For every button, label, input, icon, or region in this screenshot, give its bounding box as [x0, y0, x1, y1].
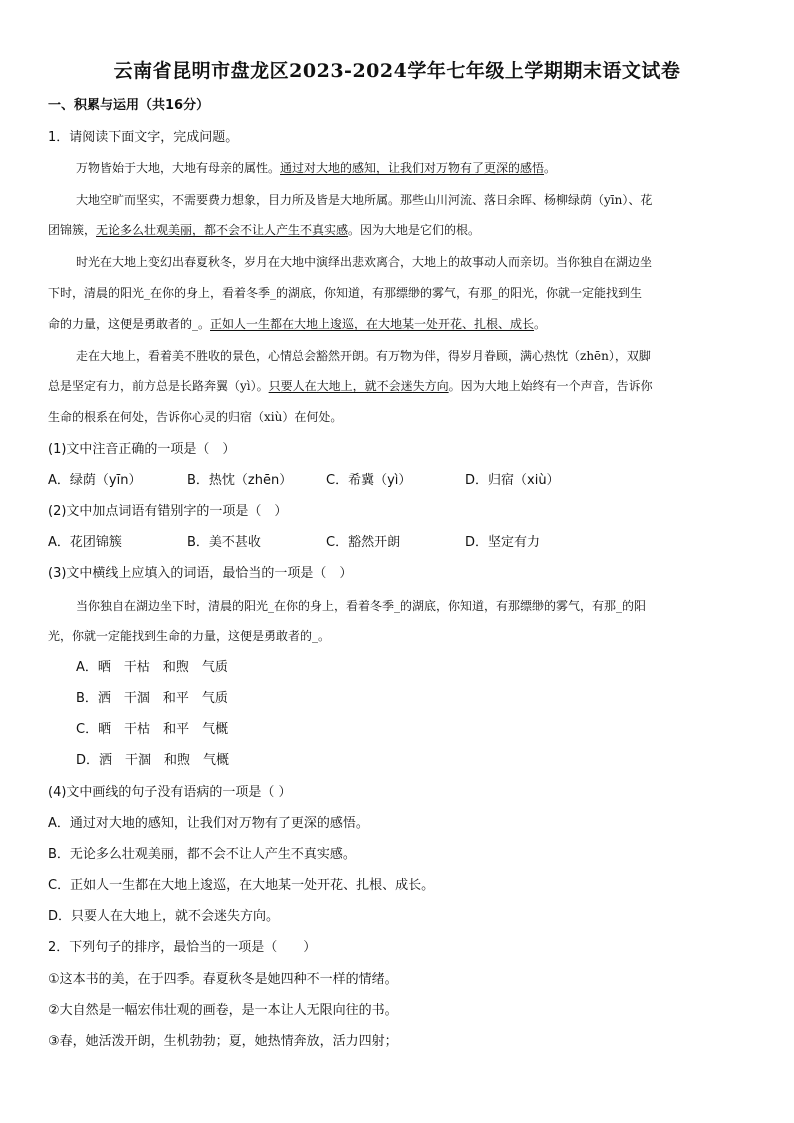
list-item: ①这本书的美，在于四季。春夏秋冬是她四种不一样的情绪。 [48, 972, 398, 987]
question-2-stem: 2．下列句子的排序，最恰当的一项是（ ） [48, 940, 317, 955]
underlined-sentence-b: 无论多么壮观美丽，都不会不让人产生不真实感 [96, 223, 349, 237]
option-d: D．坚定有力 [465, 535, 541, 550]
list-item: ②大自然是一幅宏伟壮观的画卷，是一本让人无限向往的书。 [48, 1003, 398, 1018]
sub-question-2-options [48, 534, 604, 552]
option-a: A．通过对大地的感知，让我们对万物有了更深的感悟。 [48, 816, 369, 831]
passage-paragraph-3-line-1: 时光在大地上变幻出春夏秋冬，岁月在大地中演绎出悲欢离合，大地上的故事动人而亲切。当你独自在湖边坐 [76, 255, 653, 269]
option-a: A．花团锦簇 [48, 535, 122, 550]
section-heading: 一、积累与运用（共16分） [48, 98, 210, 113]
option-d: D．归宿（xiù） [465, 473, 560, 488]
sub-question-1-stem: (1)文中注音正确的一项是（ ） [48, 442, 236, 457]
sub-question-1-options [48, 472, 604, 490]
sub-question-3-quote-line-2: 光，你就一定能找到生命的力量，这便是勇敢者的_。 [48, 629, 331, 643]
passage-paragraph-3-line-3: 命的力量，这便是勇敢者的_。正如人一生都在大地上逡巡，在大地某一处开花、扎根、成长。 [48, 317, 547, 331]
sub-question-3-stem: (3)文中横线上应填入的词语，最恰当的一项是（ ） [48, 566, 353, 581]
option-b: B．洒 干涸 和平 气质 [76, 691, 228, 706]
list-item: ③春，她活泼开朗，生机勃勃；夏，她热情奔放，活力四射； [48, 1034, 398, 1049]
option-b: B．无论多么壮观美丽，都不会不让人产生不真实感。 [48, 847, 356, 862]
option-c: C．希冀（yì） [326, 473, 412, 488]
underlined-sentence-a: 通过对大地的感知，让我们对万物有了更深的感悟 [280, 161, 545, 175]
option-a: A．晒 干枯 和煦 气质 [76, 660, 228, 675]
question-1-stem: 1．请阅读下面文字，完成问题。 [48, 130, 239, 145]
passage-paragraph-2-line-1: 大地空旷而坚实，不需要费力想象，目力所及皆是大地所属。那些山川河流、落日余晖、杨柳绿荫（yīn）、花 [76, 193, 653, 207]
passage-paragraph-3-line-2: 下时，清晨的阳光_在你的身上，看着冬季_的湖底，你知道，有那缥缈的雾气，有那_的阳光，你就一定能找到生 [48, 286, 643, 300]
passage-paragraph-1: 万物皆始于大地，大地有母亲的属性。通过对大地的感知，让我们对万物有了更深的感悟。 [76, 161, 557, 175]
sub-question-4-stem: (4)文中画线的句子没有语病的一项是（ ） [48, 785, 292, 800]
underlined-sentence-c: 正如人一生都在大地上逡巡，在大地某一处开花、扎根、成长 [210, 317, 535, 331]
option-c: C．正如人一生都在大地上逡巡，在大地某一处开花、扎根、成长。 [48, 878, 435, 893]
sub-question-3-quote-line-1: 当你独自在湖边坐下时，清晨的阳光_在你的身上，看着冬季_的湖底，你知道，有那缥缈的雾气，有那_的阳 [76, 599, 647, 613]
option-c: C．晒 干枯 和平 气概 [76, 722, 229, 737]
passage-paragraph-4-line-1: 走在大地上，看着美不胜收的景色，心情总会豁然开朗。有万物为伴，得岁月眷顾，满心热忱（zhēn），双脚 [76, 349, 651, 363]
option-a: A．绿荫（yīn） [48, 473, 142, 488]
option-b: B．热忱（zhēn） [187, 473, 293, 488]
option-b: B．美不甚收 [187, 535, 261, 550]
passage-paragraph-4-line-2: 总是坚定有力，前方总是长路奔翼（yì）。只要人在大地上，就不会迷失方向。因为大地上始终有一个声音，告诉你 [48, 379, 653, 393]
option-d: D．只要人在大地上，就不会迷失方向。 [48, 909, 280, 924]
underlined-sentence-d: 只要人在大地上，就不会迷失方向 [268, 379, 449, 393]
sub-question-2-stem: (2)文中加点词语有错别字的一项是（ ） [48, 504, 288, 519]
passage-paragraph-4-line-3: 生命的根系在何处，告诉你心灵的归宿（xiù）在何处。 [48, 410, 343, 424]
option-d: D．洒 干涸 和煦 气概 [76, 753, 230, 768]
passage-paragraph-2-line-2: 团锦簇，无论多么壮观美丽，都不会不让人产生不真实感。因为大地是它们的根。 [48, 223, 481, 237]
exam-title: 云南省昆明市盘龙区2023-2024学年七年级上学期期末语文试卷 [113, 60, 681, 82]
option-c: C．豁然开朗 [326, 535, 401, 550]
